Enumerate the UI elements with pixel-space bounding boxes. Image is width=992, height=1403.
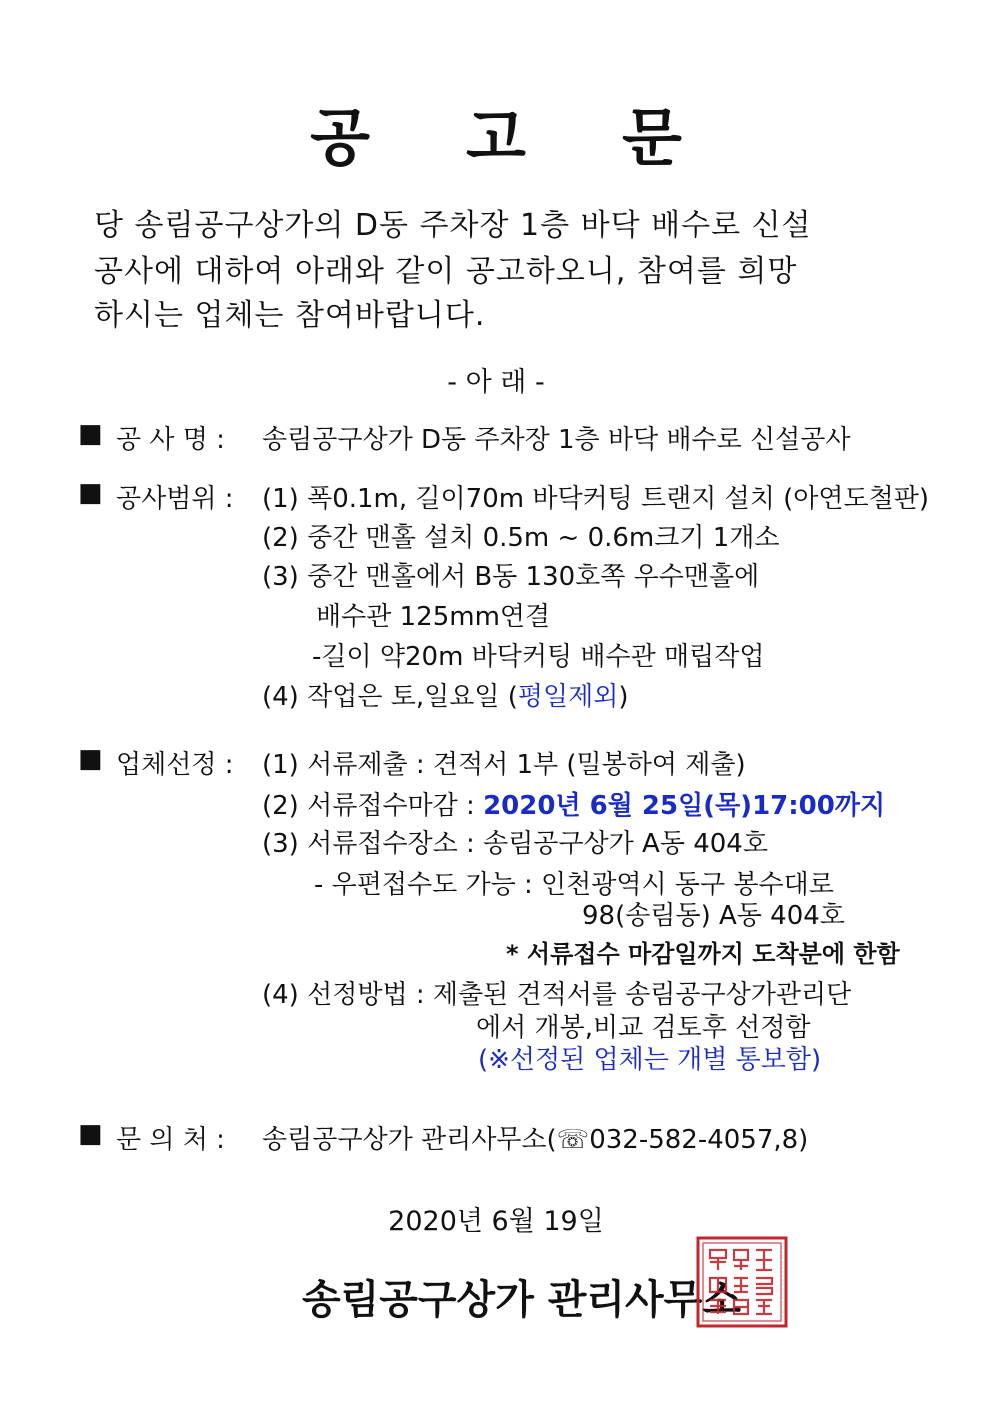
bullet-scope: ■ <box>78 478 103 508</box>
intro-line-3: 하시는 업체는 참여바랍니다. <box>94 298 486 333</box>
title-char-1: 공 <box>310 101 371 174</box>
office-name: 송림공구상가 관리사무소 <box>302 1277 741 1323</box>
scope-item-3-line-1: (3) 중간 맨홀에서 B동 130호쪽 우수맨홀에 <box>262 562 760 592</box>
scope-item-4-highlight: 평일제외 <box>517 682 619 712</box>
bullet-project-name: ■ <box>78 419 103 449</box>
selection-item-4-line-2: 에서 개봉,비교 검토후 선정함 <box>476 1013 811 1043</box>
selection-label: 업체선정 : <box>116 750 234 780</box>
official-seal-icon <box>696 1236 788 1328</box>
bullet-selection: ■ <box>78 744 103 774</box>
project-name-label: 공 사 명 : <box>116 425 225 455</box>
deadline-text: 2020년 6월 25일(목)17:00까지 <box>483 791 886 821</box>
scope-label: 공사범위 : <box>116 484 234 514</box>
selection-item-1: (1) 서류제출 : 견적서 1부 (밀봉하여 제출) <box>262 750 746 780</box>
scope-item-3-line-2: 배수관 125mm연결 <box>316 602 551 632</box>
contact-label: 문 의 처 : <box>116 1125 225 1155</box>
scope-item-3-line-3: -길이 약20m 바닥커팅 배수관 매립작업 <box>312 642 765 672</box>
page-title <box>0 88 992 177</box>
title-char-2: 고 <box>466 101 526 174</box>
scope-item-4-prefix: (4) 작업은 토,일요일 ( <box>262 682 518 712</box>
intro-line-2: 공사에 대하여 아래와 같이 공고하오니, 참여를 희망 <box>94 254 798 289</box>
scope-item-4 <box>262 676 628 713</box>
scope-item-1: (1) 폭0.1m, 길이70m 바닥커팅 트랜지 설치 (아연도철판) <box>262 484 930 514</box>
intro-line-1: 당 송림공구상가의 D동 주차장 1층 바닥 배수로 신설 <box>94 208 812 243</box>
deadline-note: * 서류접수 마감일까지 도착분에 한함 <box>506 940 900 968</box>
selection-item-4-line-1: (4) 선정방법 : 제출된 견적서를 송림공구상가관리단 <box>262 980 852 1010</box>
notice-date: 2020년 6월 19일 <box>388 1206 604 1237</box>
project-name-value: 송림공구상가 D동 주차장 1층 바닥 배수로 신설공사 <box>262 425 851 455</box>
selection-item-2-prefix: (2) 서류접수마감 : <box>262 791 475 821</box>
section-heading: - 아 래 - <box>447 367 545 398</box>
scope-item-4-suffix: ) <box>618 682 629 712</box>
bullet-contact: ■ <box>78 1119 103 1149</box>
postal-line-1: - 우편접수도 가능 : 인천광역시 동구 봉수대로 <box>314 870 834 900</box>
title-char-3: 문 <box>621 101 682 174</box>
selection-item-3: (3) 서류접수장소 : 송림공구상가 A동 404호 <box>262 829 768 859</box>
postal-line-2: 98(송림동) A동 404호 <box>582 901 845 931</box>
selection-item-4-line-3: (※선정된 업체는 개별 통보함) <box>478 1045 822 1075</box>
selection-item-2 <box>262 785 885 822</box>
contact-value: 송림공구상가 관리사무소(☏032-582-4057,8) <box>262 1125 809 1155</box>
scope-item-2: (2) 중간 맨홀 설치 0.5m ~ 0.6m크기 1개소 <box>262 523 780 553</box>
